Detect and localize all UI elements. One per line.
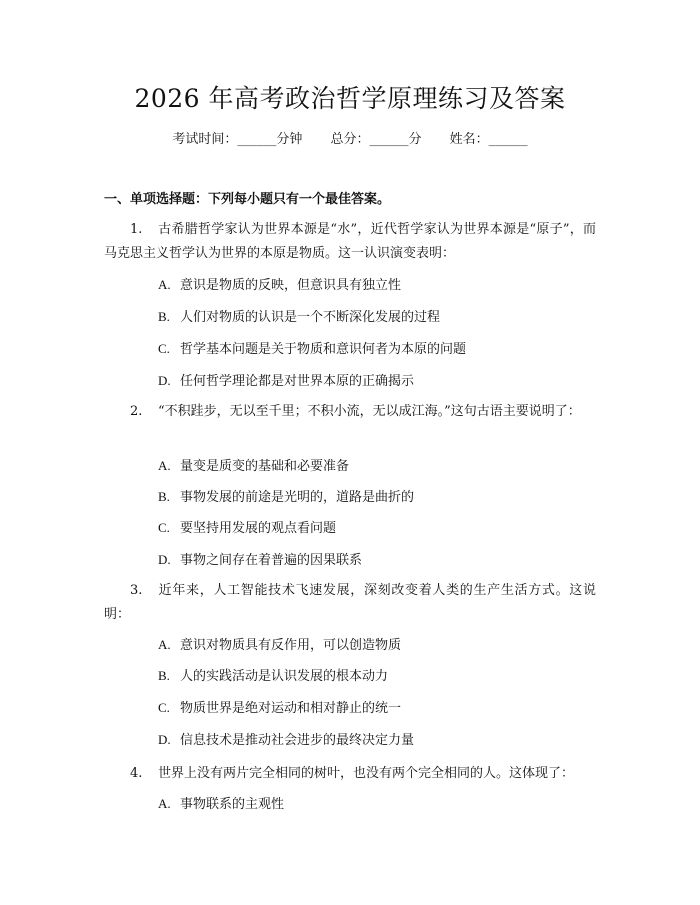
option-item [158,339,598,360]
option-letter: D. [158,732,171,747]
option-item [158,730,598,751]
option-letter: C. [158,700,170,715]
option-item [158,371,598,392]
option-letter: A. [158,277,171,292]
option-item [158,698,598,719]
total-score-label: 总分：______分 [330,132,422,147]
option-text: 意识是物质的反映，但意识具有独立性 [180,278,402,293]
option-item [158,518,598,539]
option-item [158,550,598,571]
option-item [158,635,598,656]
option-letter: A. [158,458,171,473]
option-text: 哲学基本问题是关于物质和意识何者为本原的问题 [180,342,467,357]
option-text: 意识对物质具有反作用，可以创造物质 [180,638,402,653]
question-text: “不积跬步，无以至千里；不积小流，无以成江海。”这句古语主要说明了： [158,404,581,419]
question-stem [104,218,596,266]
option-text: 事物发展的前途是光明的，道路是曲折的 [180,490,415,505]
document-title: 2026 年高考政治哲学原理练习及答案 [134,84,566,113]
option-text: 信息技术是推动社会进步的最终决定力量 [180,733,415,748]
option-letter: A. [158,796,171,811]
name-label: 姓名：______ [449,132,528,147]
option-letter: C. [158,341,170,356]
option-letter: B. [158,309,170,324]
option-text: 物质世界是绝对运动和相对静止的统一 [180,701,402,716]
option-item [158,794,598,815]
exam-time-label: 考试时间：______分钟 [172,132,303,147]
option-letter: B. [158,668,170,683]
question-number: 3. [130,583,143,598]
option-letter: A. [158,637,171,652]
option-text: 事物之间存在着普遍的因果联系 [180,553,363,568]
option-letter: D. [158,552,171,567]
question-number: 4. [130,766,143,781]
option-text: 要坚持用发展的观点看问题 [180,521,337,536]
option-item [158,456,598,477]
option-letter: B. [158,489,170,504]
option-letter: D. [158,373,171,388]
option-item [158,275,598,296]
question-text: 古希腊哲学家认为世界本源是“水”，近代哲学家认为世界本源是“原子”，而马克思主义哲学认为世界的本原是物质。这一认识演变表明： [104,222,596,261]
option-item [158,307,598,328]
option-item [158,666,598,687]
question-number: 1. [130,222,143,237]
question-stem [104,579,596,627]
option-text: 事物联系的主观性 [180,797,285,812]
option-text: 人们对物质的认识是一个不断深化发展的过程 [180,310,441,325]
option-text: 任何哲学理论都是对世界本原的正确揭示 [180,374,415,389]
option-text: 人的实践活动是认识发展的根本动力 [180,669,389,684]
section-title: 一、单项选择题：下列每小题只有一个最佳答案。 [104,192,391,207]
question-text: 近年来，人工智能技术飞速发展，深刻改变着人类的生产生活方式。这说明： [104,583,596,622]
option-text: 量变是质变的基础和必要准备 [180,459,350,474]
question-number: 2. [130,404,143,419]
question-stem [104,400,596,424]
exam-meta [0,130,700,150]
question-stem [104,762,596,786]
question-text: 世界上没有两片完全相同的树叶，也没有两个完全相同的人。这体现了： [158,766,575,781]
option-item [158,487,598,508]
option-letter: C. [158,520,170,535]
